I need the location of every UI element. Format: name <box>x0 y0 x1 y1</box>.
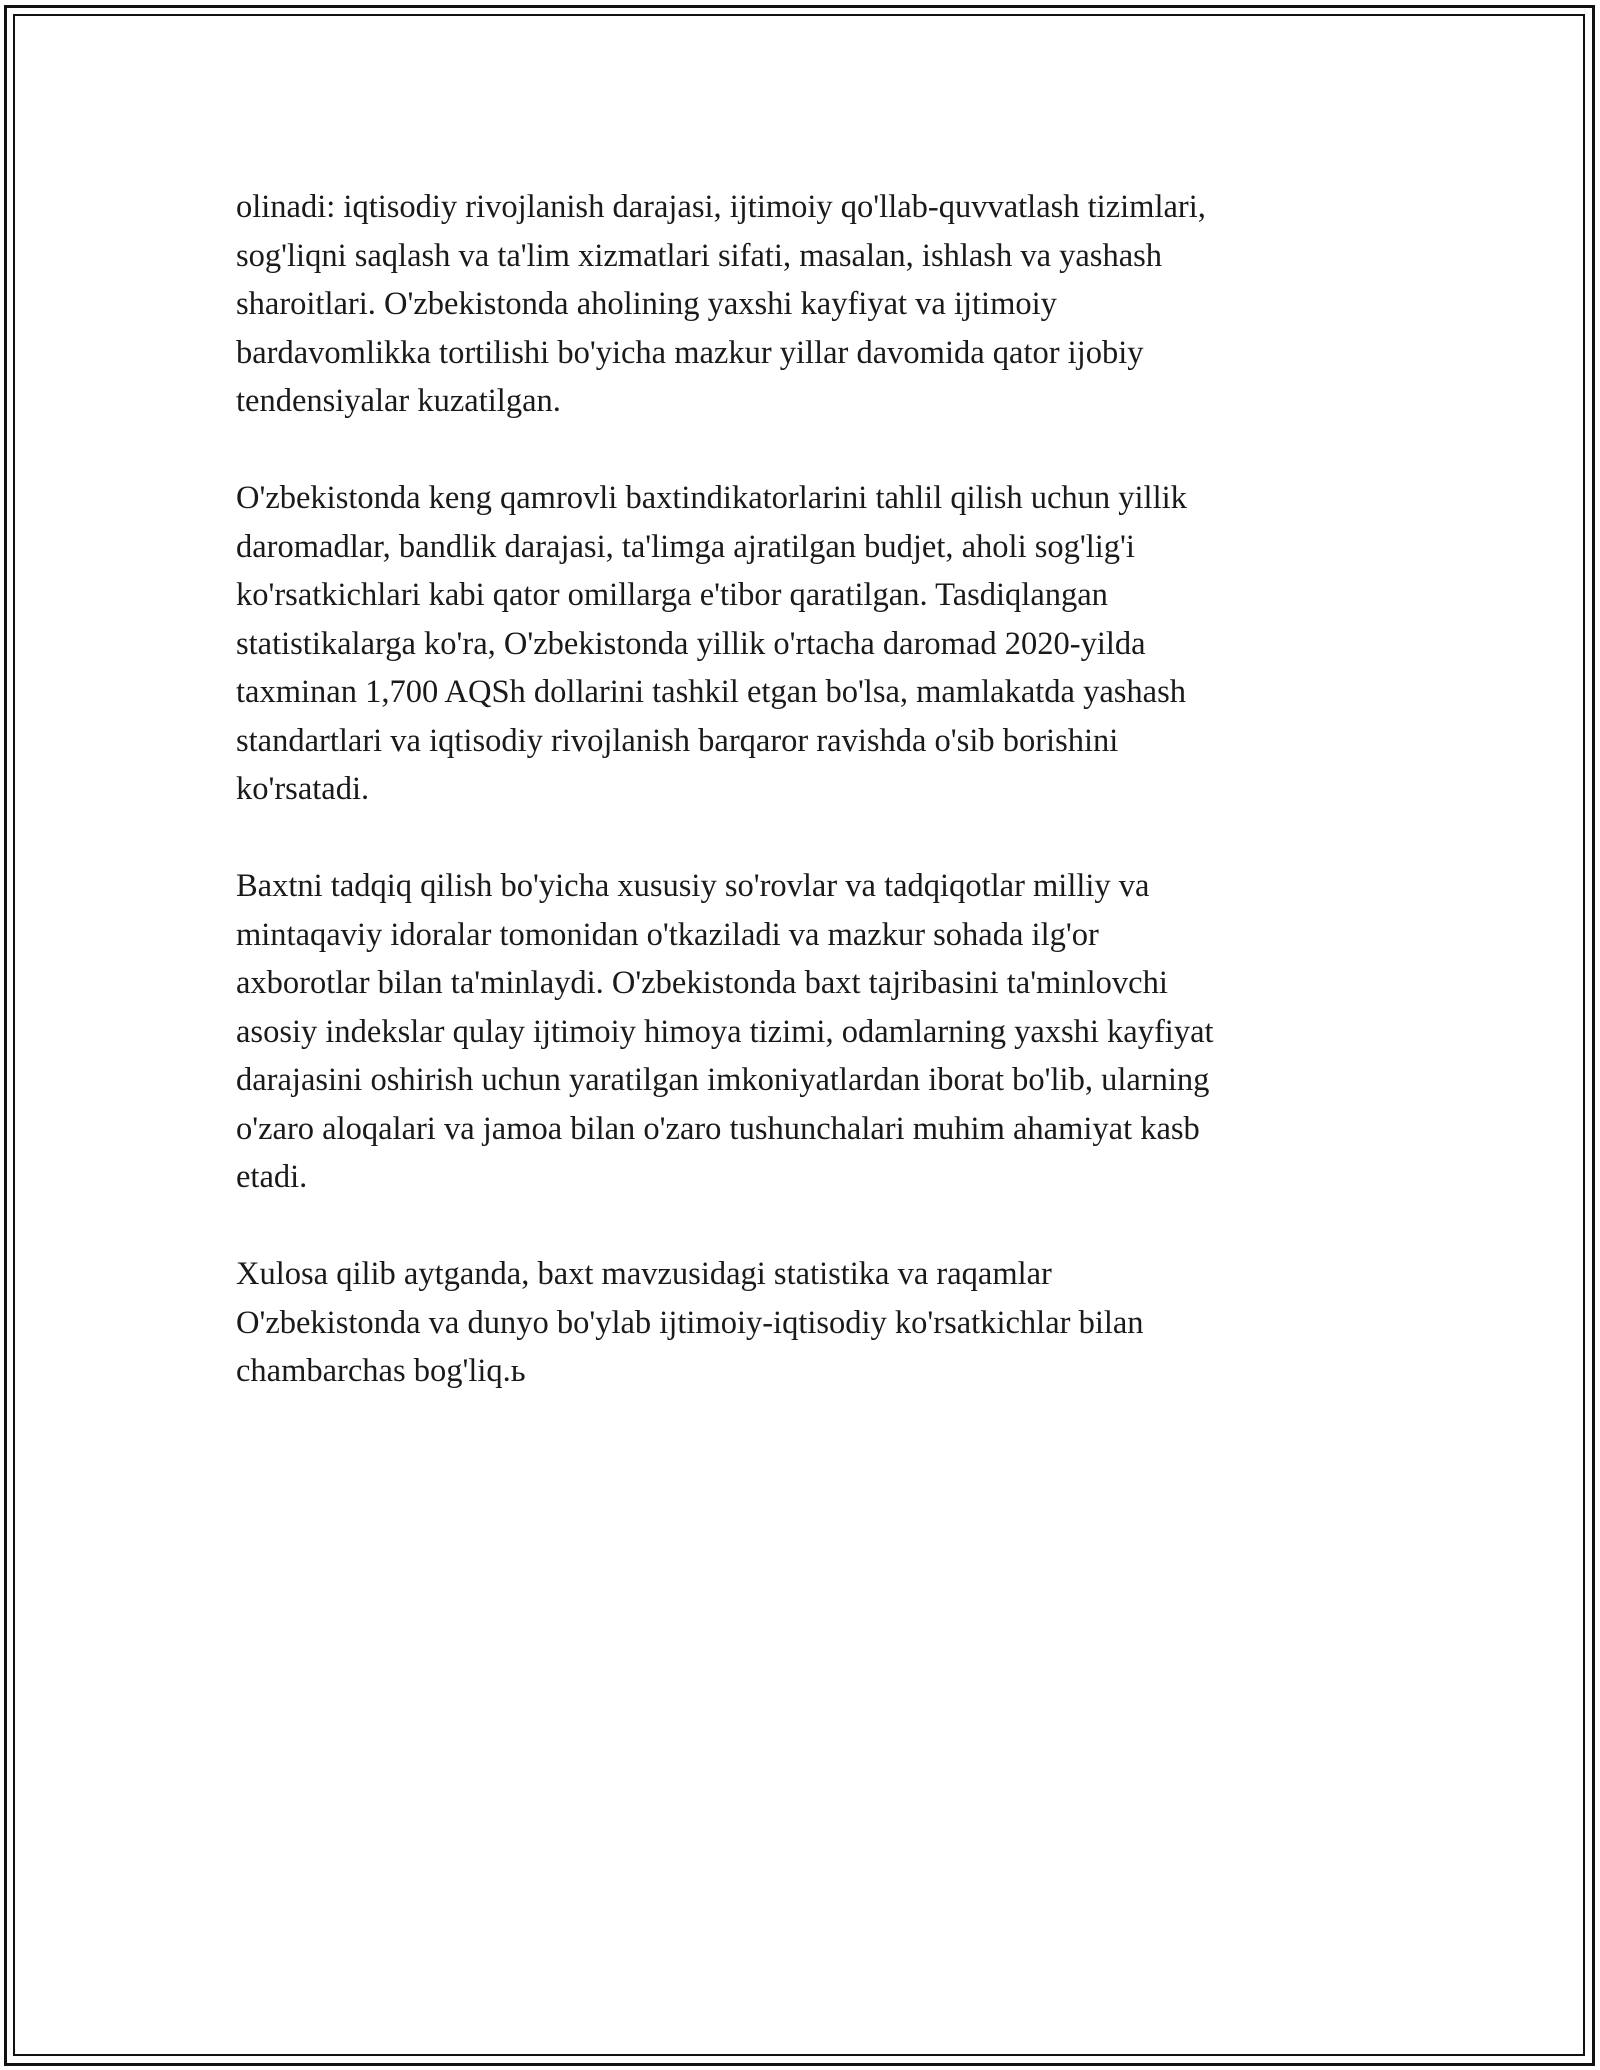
paragraph-1: olinadi: iqtisodiy rivojlanish darajasi, ijtimoiy qo'llab-quvvatlash tizimlari, sog'liqni saqlash va ta'lim xizmatlari sifati, masalan, ishlash va yashash sharoitlari. O'zbekistonda aholining yaxshi kayfiyat va ijtimoiy bardavomlikka tortilishi bo'yicha mazkur yillar davomida qator ijobiy tendensiyalar kuzatilgan. <box>236 189 1206 419</box>
paragraph-4: Xulosa qilib aytganda, baxt mavzusidagi statistika va raqamlar O'zbekistonda va dunyo bo'ylab ijtimoiy-iqtisodiy ko'rsatkichlar bilan chambarchas bog'liq.ь <box>236 1256 1144 1389</box>
document-body <box>236 183 1366 1444</box>
paragraph-2: O'zbekistonda keng qamrovli baxtindikatorlarini tahlil qilish uchun yillik daromadlar, bandlik darajasi, ta'limga ajratilgan budjet, aholi sog'lig'i ko'rsatkichlari kabi qator omillarga e'tibor qaratilgan. Tasdiqlangan statistikalarga ko'ra, O'zbekistonda yillik o'rtacha daromad 2020-yilda taxminan 1,700 AQSh dollarini tashkil etgan bo'lsa, mamlakatda yashash standartlari va iqtisodiy rivojlanish barqaror ravishda o'sib borishini ko'rsatadi. <box>236 480 1187 807</box>
paragraph-3: Baxtni tadqiq qilish bo'yicha xususiy so'rovlar va tadqiqotlar milliy va mintaqaviy idoralar tomonidan o'tkaziladi va mazkur sohada ilg'or axborotlar bilan ta'minlaydi. O'zbekistonda baxt tajribasini ta'minlovchi asosiy indekslar qulay ijtimoiy himoya tizimi, odamlarning yaxshi kayfiyat darajasini oshirish uchun yaratilgan imkoniyatlardan iborat bo'lib, ularning o'zaro aloqalari va jamoa bilan o'zaro tushunchalari muhim ahamiyat kasb etadi. <box>236 868 1214 1195</box>
